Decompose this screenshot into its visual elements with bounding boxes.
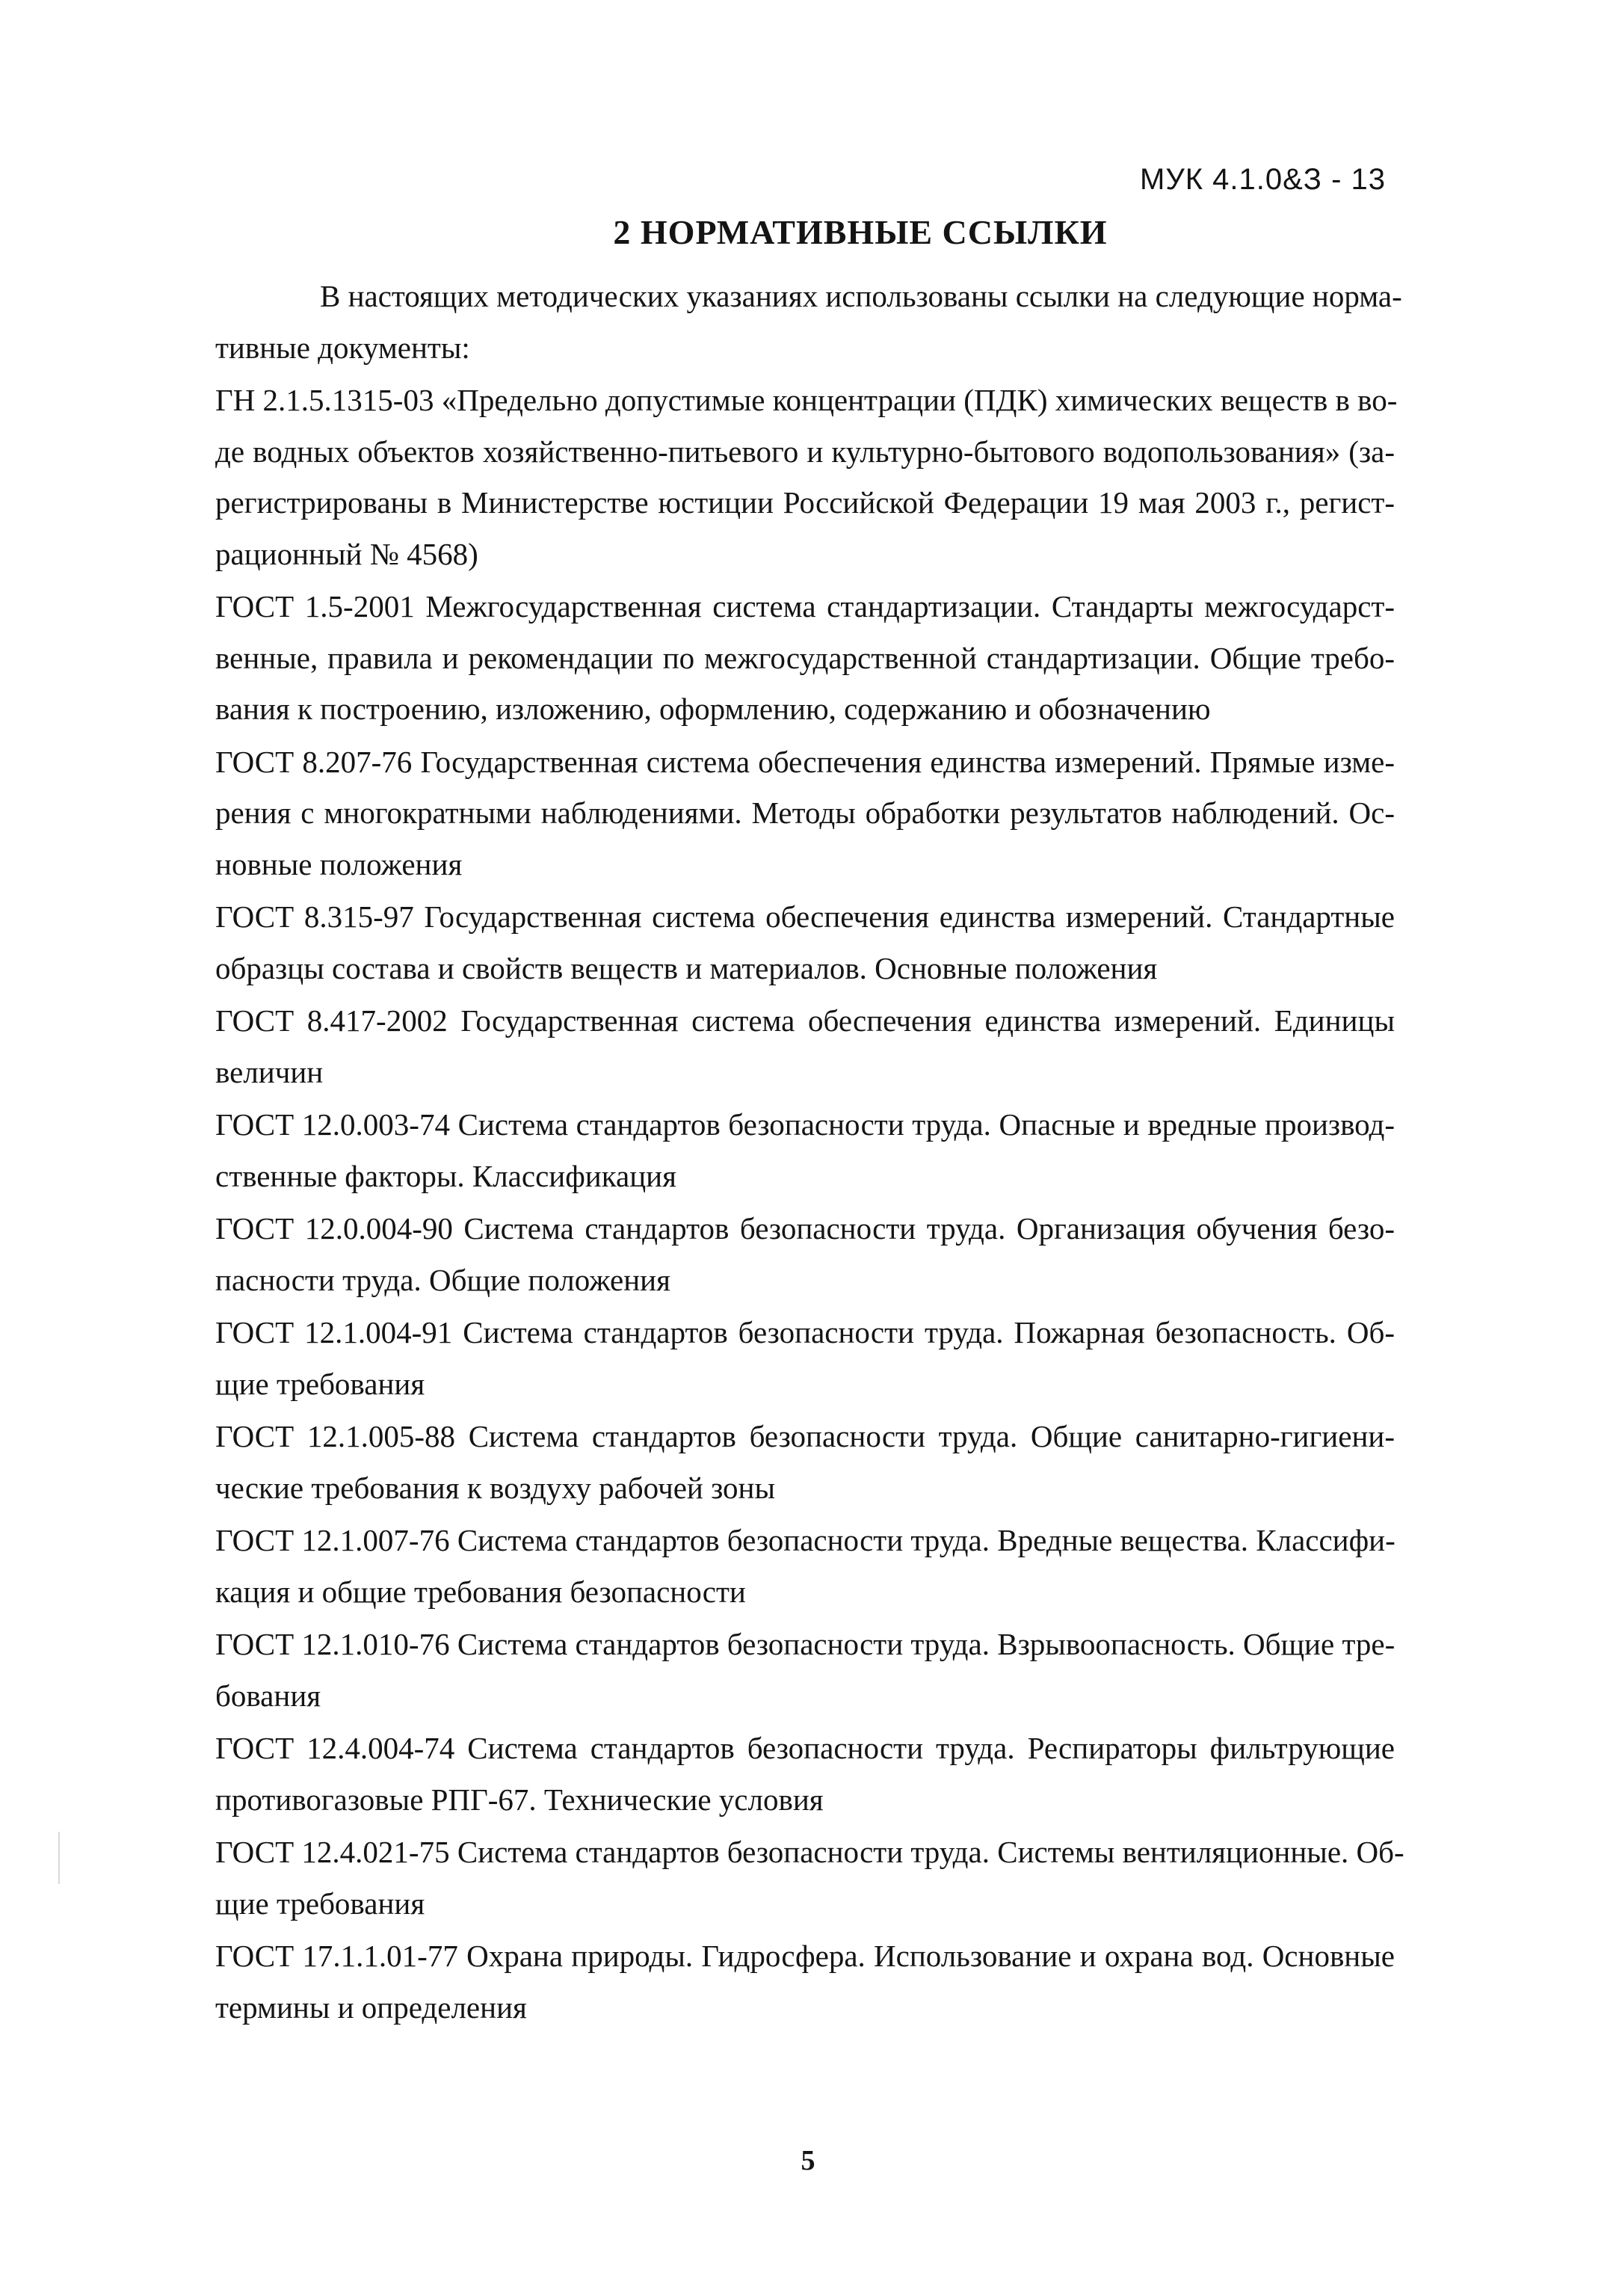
text-line: ГОСТ 12.0.004-90 Система стандартов безопасности труда. Организация обучения безо- (215, 1211, 1395, 1246)
scan-margin-mark (58, 1832, 60, 1884)
reference-entry (215, 995, 1395, 1098)
reference-entry (215, 736, 1395, 890)
text-line: ГОСТ 12.4.021-75 Система стандартов безопасности труда. Системы вентиляционные. Об- (215, 1835, 1404, 1869)
text-line: новные положения (215, 846, 463, 881)
reference-entry (215, 1411, 1395, 1513)
text-line: термины и определения (215, 1989, 527, 2025)
reference-entry (215, 1826, 1404, 1929)
text-line: рационный № 4568) (215, 536, 478, 571)
text-line: ГОСТ 8.315-97 Государственная система обеспечения единства измерений. Стандартные (215, 899, 1395, 934)
text-line: кация и общие требования безопасности (215, 1574, 746, 1609)
text-line: ственные факторы. Классификация (215, 1158, 676, 1193)
reference-entry (215, 1723, 1395, 1825)
text-line: тивные документы: (215, 330, 470, 365)
text-line: ГОСТ 8.417-2002 Государственная система обеспечения единства измерений. Единицы (215, 1003, 1395, 1038)
document-body (215, 271, 1404, 2033)
reference-entry (215, 1307, 1395, 1409)
text-line: вания к построению, изложению, оформлению, содержанию и обозначению (215, 692, 1211, 726)
reference-entry (215, 891, 1395, 994)
reference-entry (215, 1515, 1395, 1617)
page-number: 5 (801, 2145, 815, 2176)
document-code: МУК 4.1.0&З - 13 (1140, 163, 1386, 196)
text-line: ГОСТ 12.1.005-88 Система стандартов безопасности труда. Общие санитарно-гигиени- (215, 1419, 1395, 1453)
text-line: венные, правила и рекомендации по межгосударственной стандартизации. Общие требо- (215, 640, 1395, 675)
text-line: ГОСТ 12.4.004-74 Система стандартов безопасности труда. Респираторы фильтрующие (215, 1731, 1395, 1765)
text-line: ГОСТ 12.1.004-91 Система стандартов безопасности труда. Пожарная безопасность. Об- (215, 1315, 1395, 1349)
text-line: величин (215, 1054, 324, 1089)
text-line: ГОСТ 12.1.007-76 Система стандартов безопасности труда. Вредные вещества. Классифи- (215, 1523, 1396, 1557)
text-line: В настоящих методических указаниях использованы ссылки на следующие норма- (320, 279, 1402, 313)
reference-entry (215, 1203, 1395, 1305)
intro-paragraph (215, 271, 1402, 373)
text-line: бования (215, 1678, 321, 1713)
text-line: ческие требования к воздуху рабочей зоны (215, 1470, 776, 1505)
reference-entry (215, 1619, 1395, 1721)
text-line: ГОСТ 8.207-76 Государственная система обеспечения единства измерений. Прямые изме- (215, 744, 1395, 779)
text-line: противогазовые РПГ-67. Технические условия (215, 1782, 824, 1817)
text-line: ГОСТ 17.1.1.01-77 Охрана природы. Гидросфера. Использование и охрана вод. Основные (215, 1939, 1395, 1973)
text-line: щие требования (215, 1366, 425, 1401)
text-line: ГОСТ 1.5-2001 Межгосударственная система стандартизации. Стандарты межгосударст- (215, 589, 1395, 624)
section-title: 2 НОРМАТИВНЫЕ ССЫЛКИ (613, 213, 1108, 251)
text-line: де водных объектов хозяйственно-питьевого и культурно-бытового водопользования» (за- (215, 434, 1395, 469)
reference-entry (215, 1099, 1395, 1201)
text-line: щие требования (215, 1886, 425, 1921)
reference-entry (215, 375, 1398, 579)
text-line: регистрированы в Министерстве юстиции Российской Федерации 19 мая 2003 г., регист- (215, 485, 1395, 520)
text-line: ГН 2.1.5.1315-03 «Предельно допустимые концентрации (ПДК) химических веществ в во- (215, 383, 1398, 417)
reference-entry (215, 581, 1395, 735)
text-line: пасности труда. Общие положения (215, 1262, 670, 1297)
text-line: ГОСТ 12.0.003-74 Система стандартов безопасности труда. Опасные и вредные производ- (215, 1107, 1395, 1142)
reference-entry (215, 1930, 1395, 2033)
text-line: ГОСТ 12.1.010-76 Система стандартов безопасности труда. Взрывоопасность. Общие тре- (215, 1627, 1396, 1661)
text-line: рения с многократными наблюдениями. Методы обработки результатов наблюдений. Ос- (215, 795, 1395, 830)
text-line: образцы состава и свойств веществ и материалов. Основные положения (215, 950, 1158, 985)
